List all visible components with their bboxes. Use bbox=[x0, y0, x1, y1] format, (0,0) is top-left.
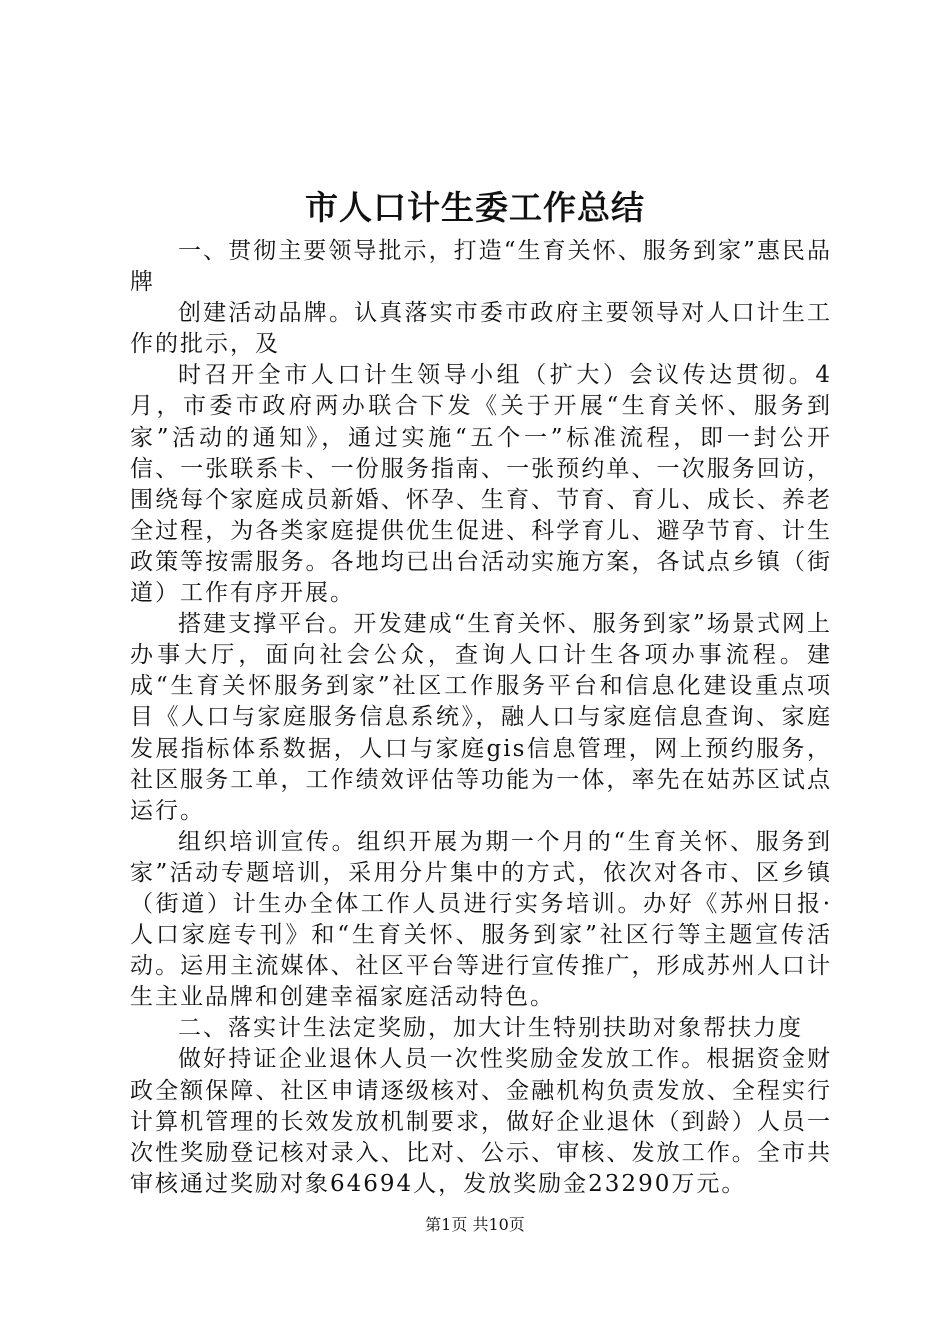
paragraph-platform: 搭建支撑平台。开发建成“生育关怀、服务到家”场景式网上办事大厅，面向社会公众，查询人口计生各项办事流程。建成“生育关怀服务到家”社区工作服务平台和信息化建设重点项目《人口与家庭服务信息系统》，融人口与家庭信息查询、家庭发展指标体系数据，人口与家庭gis信息管理，网上预约服务，社区服务工单，工作绩效评估等功能为一体，率先在姑苏区试点运行。 bbox=[130, 611, 832, 824]
paragraph-retiree-reward: 做好持证企业退休人员一次性奖励金发放工作。根据资金财政全额保障、社区申请逐级核对、金融机构负责发放、全程实行计算机管理的长效发放机制要求，做好企业退休（到龄）人员一次性奖励登记核对录入、比对、公示、审核、发放工作。全市共审核通过奖励对象64694人，发放奖励金23290万元。 bbox=[130, 1046, 832, 1197]
section-heading-2: 二、落实计生法定奖励，加大计生特别扶助对象帮扶力度 bbox=[178, 1015, 803, 1042]
document-title: 市人口计生委工作总结 bbox=[305, 188, 645, 227]
paragraph-training: 组织培训宣传。组织开展为期一个月的“生育关怀、服务到家”活动专题培训，采用分片集中的方式，依次对各市、区乡镇（街道）计生办全体工作人员进行实务培训。办好《苏州日报·人口家庭专刊》和“生育关怀、服务到家”社区行等主题宣传活动。运用主流媒体、社区平台等进行宣传推广，形成苏州人口计生主业品牌和创建幸福家庭活动特色。 bbox=[130, 828, 832, 1011]
paragraph-brand-creation: 创建活动品牌。认真落实市委市政府主要领导对人口计生工作的批示，及 bbox=[130, 300, 832, 358]
page-number-footer: 第1页 共10页 bbox=[425, 1215, 525, 1234]
paragraph-meeting: 时召开全市人口计生领导小组（扩大）会议传达贯彻。4月，市委市政府两办联合下发《关于开展“生育关怀、服务到家”活动的通知》，通过实施“五个一”标准流程，即一封公开信、一张联系卡、一份服务指南、一张预约单、一次服务回访，围绕每个家庭成员新婚、怀孕、生育、节育、育儿、成长、养老全过程，为各类家庭提供优生促进、科学育儿、避孕节育、计生政策等按需服务。各地均已出台活动实施方案，各试点乡镇（街道）工作有序开展。 bbox=[130, 362, 832, 607]
section-heading-1: 一、贯彻主要领导批示，打造“生育关怀、服务到家”惠民品牌 bbox=[130, 238, 832, 296]
document-body bbox=[130, 236, 832, 1200]
